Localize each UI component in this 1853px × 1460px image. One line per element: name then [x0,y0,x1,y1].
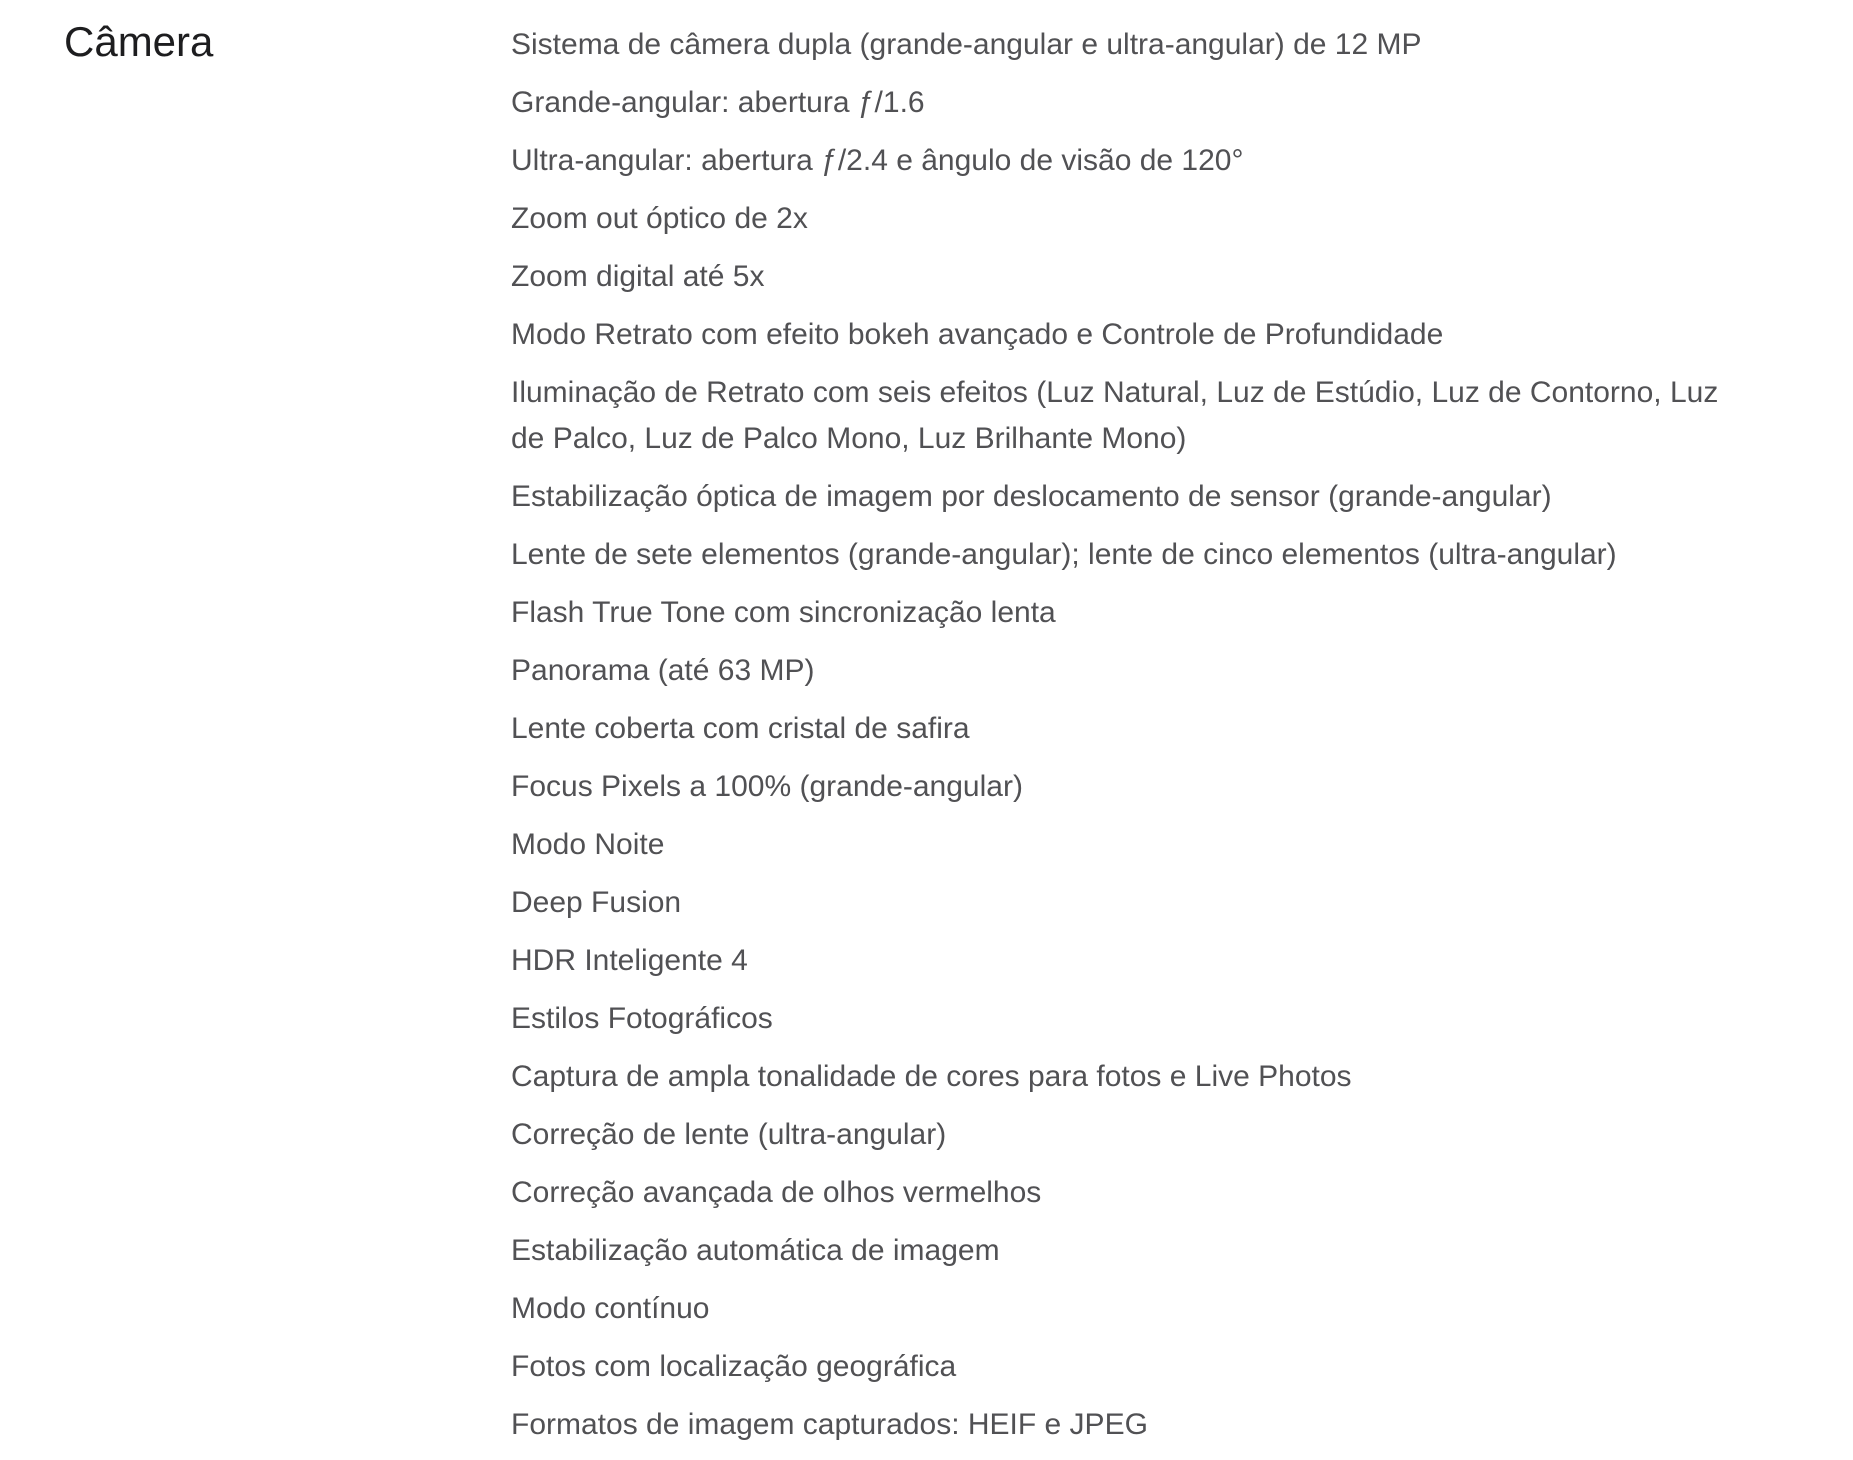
spec-item: Ultra-angular: abertura ƒ/2.4 e ângulo de visão de 120° [511,144,1244,177]
spec-item: Estilos Fotográficos [511,1002,773,1035]
spec-item: Lente de sete elementos (grande-angular); lente de cinco elementos (ultra-angular) [511,538,1617,571]
spec-item: Correção de lente (ultra-angular) [511,1118,947,1151]
spec-item: Sistema de câmera dupla (grande-angular e ultra-angular) de 12 MP [511,28,1422,61]
spec-item: Modo Noite [511,828,665,861]
spec-item: Lente coberta com cristal de safira [511,712,970,745]
spec-item: Iluminação de Retrato com seis efeitos (Luz Natural, Luz de Estúdio, Luz de Contorno, Luz de Palco, Luz de Palco Mono, Luz Brilhante Mono) [511,376,1719,455]
spec-item: Modo Retrato com efeito bokeh avançado e Controle de Profundidade [511,318,1444,351]
spec-item: Grande-angular: abertura ƒ/1.6 [511,86,925,119]
spec-item: Flash True Tone com sincronização lenta [511,596,1056,629]
spec-item: HDR Inteligente 4 [511,944,748,977]
spec-item: Zoom digital até 5x [511,260,765,293]
section-title: Câmera [64,18,214,65]
spec-item: Modo contínuo [511,1292,710,1325]
spec-item: Deep Fusion [511,886,682,919]
spec-item: Correção avançada de olhos vermelhos [511,1176,1042,1209]
spec-list [511,22,1741,1460]
spec-item: Zoom out óptico de 2x [511,202,808,235]
spec-item: Panorama (até 63 MP) [511,654,815,687]
spec-item: Estabilização automática de imagem [511,1234,1000,1267]
spec-item: Estabilização óptica de imagem por deslocamento de sensor (grande-angular) [511,480,1552,513]
spec-item: Captura de ampla tonalidade de cores para fotos e Live Photos [511,1060,1352,1093]
spec-item: Focus Pixels a 100% (grande-angular) [511,770,1023,803]
spec-item: Fotos com localização geográfica [511,1350,957,1383]
spec-item: Formatos de imagem capturados: HEIF e JPEG [511,1408,1148,1441]
